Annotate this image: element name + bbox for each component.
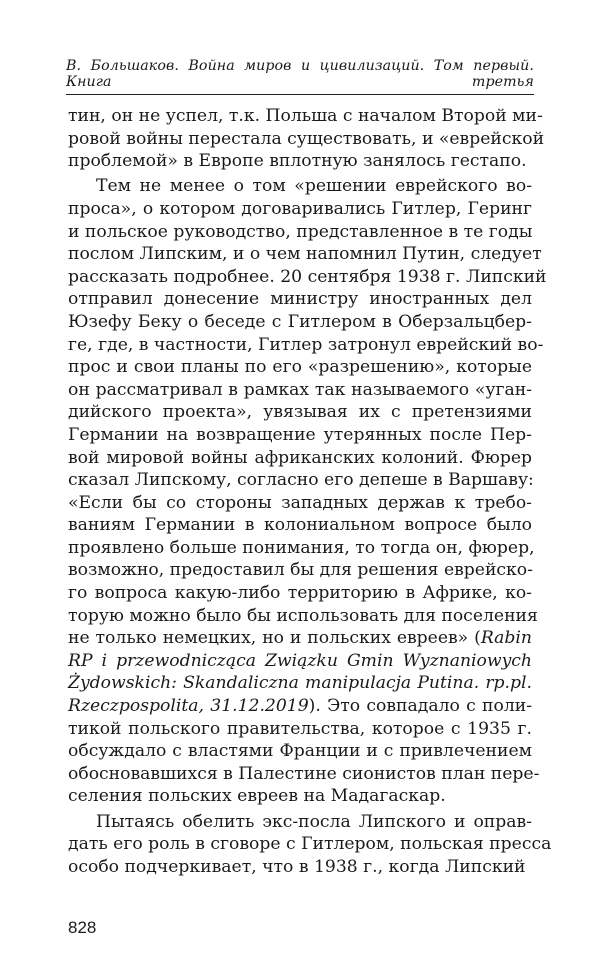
text-line [68,128,545,151]
text-segment: прос и свои планы по его «разрешению», которые [68,357,532,378]
text-segment: он рассматривал в рамках так называемого «уган- [68,379,532,400]
text-line [68,150,532,173]
text-segment: Германии на возвращение утерянных после Пер- [68,424,532,445]
text-segment: тин, он не успел, т.к. Польша с началом Второй ми- [68,106,543,126]
text-segment: ге, где, в частности, Гитлер затронул еврейский во- [68,334,544,355]
text-line [68,537,535,560]
text-segment: сказал Липскому, согласно его депеше в Варшаву: [68,470,534,491]
text-segment: вой мировой войны африканских колоний. Фюрер [68,447,532,468]
text-line [68,198,532,221]
citation-text: Rabin [480,628,532,649]
citation-text: RP i przewodnicząca Związku Gmin Wyznaniowych [68,650,532,671]
text-segment: проса», о котором договаривались Гитлер, Геринг [68,198,532,219]
text-line [68,856,532,879]
body-text [68,105,552,878]
text-segment: особо подчеркивает, что в 1938 г., когда Липский [68,856,526,877]
text-line [68,514,532,537]
text-segment: торую можно было бы использовать для поселения [68,605,538,626]
text-segment: ). Это совпадало с поли- [308,696,532,717]
text-line [68,695,532,718]
text-line [68,492,532,515]
text-line [68,175,532,198]
running-header: В. Большаков. Война миров и цивилизаций. Том первый. Книга третья [66,58,534,95]
text-segment: «Если бы со стороны западных держав к требо- [68,492,532,513]
paragraph [68,105,545,173]
text-line [68,582,532,605]
text-line [68,469,532,492]
text-line [68,221,532,244]
text-segment: проблемой» в Европе вплотную занялось гестапо. [68,151,527,172]
text-line [68,672,532,695]
text-line [68,650,532,673]
citation-text: Żydowskich: Skandaliczna manipulacja Putina. rp.pl. [68,673,532,694]
text-line [68,424,532,447]
text-line [68,288,532,311]
text-line [68,740,532,763]
text-line [68,266,547,289]
text-segment: Тем не менее о том «решении еврейского во- [96,176,532,197]
text-line [68,718,532,741]
text-line [68,559,532,582]
text-line [68,785,532,808]
text-line [68,334,544,357]
text-segment: дать его роль в сговоре с Гитлером, польская пресса [68,834,552,855]
text-line [68,311,532,334]
text-segment: тикой польского правительства, которое с 1935 г. [68,718,532,739]
text-segment: Юзефу Беку о беседе с Гитлером в Оберзальцбер- [68,311,532,332]
text-segment: не только немецких, но и польских евреев» ( [68,628,481,649]
text-segment: дийского проекта», увязывая их с претензиями [68,402,532,423]
page-number: 828 [68,918,97,937]
text-segment: селения польских евреев на Мадагаскар. [68,786,446,807]
text-line [68,763,540,786]
text-segment: отправил донесение министру иностранных дел [68,289,532,310]
text-segment: го вопроса какую-либо территорию в Африке, ко- [68,583,532,604]
text-segment: и польское руководство, представленное в те годы [68,221,533,242]
text-segment: ровой войны перестала существовать, и «еврейской [68,128,545,149]
text-line [68,243,542,266]
text-line [68,401,532,424]
text-segment: Пытаясь обелить экс-посла Липского и оправ- [96,811,532,832]
text-segment: обосновавшихся в Палестине сионистов план пере- [68,763,540,784]
text-line [68,105,543,128]
citation-text: Rzeczpospolita, 31.12.2019 [68,696,309,717]
text-line [68,811,532,834]
text-segment: возможно, предоставил бы для решения еврейско- [68,560,533,581]
paragraph [68,811,552,879]
text-segment: ваниям Германии в колониальном вопросе было [68,515,532,536]
text-line [68,379,532,402]
text-segment: послом Липским, и о чем напомнил Путин, следует [68,244,542,265]
paragraph [68,175,547,808]
text-line [68,627,532,650]
text-line [68,833,552,856]
text-segment: обсуждало с властями Франции и с привлечением [68,741,532,762]
text-line [68,356,532,379]
text-segment: проявлено больше понимания, то тогда он, фюрер, [68,537,535,558]
text-segment: рассказать подробнее. 20 сентября 1938 г. Липский [68,266,547,287]
text-line [68,605,538,628]
text-line [68,447,532,470]
